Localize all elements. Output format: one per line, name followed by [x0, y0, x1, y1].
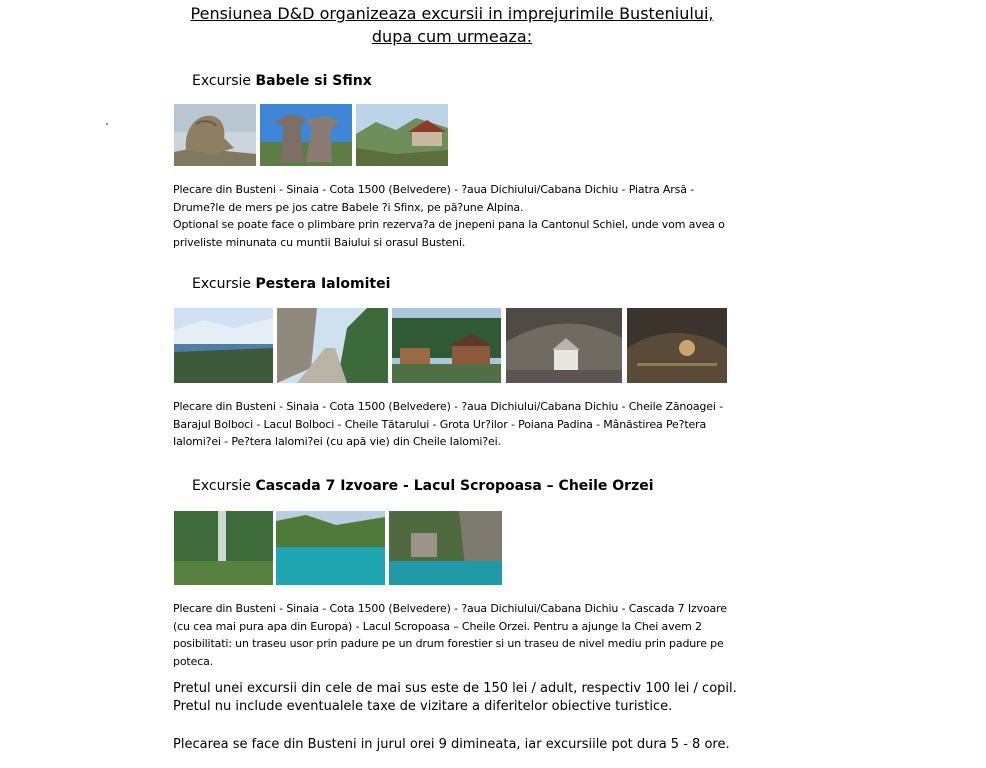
tour-heading-name: Babele si Sfinx — [255, 73, 372, 89]
description-line: (cu cea mai pura apa din Europa) - Lacul Scropoasa – Cheile Orzei. Pentru a ajunge la Chei avem 2 — [173, 619, 702, 633]
tour-heading-name: Pestera Ialomitei — [255, 276, 391, 292]
tour-heading-name: Cascada 7 Izvoare - Lacul Scropoasa – Cheile Orzei — [255, 478, 654, 494]
departure-info: Plecarea se face din Busteni in jurul orei 9 dimineata, iar excursiile pot dura 5 - 8 ore. — [173, 737, 730, 752]
description-line: Barajul Bolboci - Lacul Bolboci - Cheile Tătarului - Grota Ur?ilor - Poiana Padina - Mânăstirea Pe?tera — [173, 417, 707, 431]
description-line: posibilitati: un traseu usor prin padure pe un drum forestier si un traseu de nivel mediu prin padure pe — [173, 637, 724, 650]
page-title-line-2: dupa cum urmeaza: — [371, 27, 533, 46]
photo-lake-scropoasa — [276, 511, 385, 585]
pricing-line-1: Pretul unei excursii din cele de mai sus este de 150 lei / adult, respectiv 100 lei / copil. — [173, 681, 737, 696]
photo-forest-huts — [392, 308, 501, 383]
pricing-line-2: Pretul nu include eventualele taxe de vizitare a diferitelor obiective turistice. — [173, 699, 673, 714]
tour-heading-cascada — [192, 477, 654, 495]
tour-heading-prefix: Excursie — [192, 73, 256, 89]
tour-description-cascada — [173, 600, 733, 670]
page-title-line-1: Pensiunea D&D organizeaza excursii in imprejurimile Busteniului, — [190, 4, 714, 23]
photo-lake-bolboci — [174, 308, 273, 383]
stray-dot — [106, 123, 108, 125]
description-line: Plecare din Busteni - Sinaia - Cota 1500 (Belvedere) - ?aua Dichiului/Cabana Dichiu - Piatra Arsă - — [173, 183, 695, 196]
description-line: Plecare din Busteni - Sinaia - Cota 1500 (Belvedere) - ?aua Dichiului/Cabana Dichiu - Cascada 7 Izvoare — [173, 602, 727, 615]
description-line: Optional se poate face o plimbare prin rezerva?a de jnepeni pana la Cantonul Schiel, unde vom avea o — [173, 218, 725, 231]
description-line: Ialomi?ei - Pe?tera Ialomi?ei (cu apă vie) din Cheile Ialomi?ei. — [173, 435, 501, 448]
description-line: Plecare din Busteni - Sinaia - Cota 1500 (Belvedere) - ?aua Dichiului/Cabana Dichiu - Cheile Zănoagei - — [173, 400, 723, 413]
photo-babele-rock — [174, 104, 256, 166]
tour-heading-prefix: Excursie — [192, 276, 256, 292]
photo-cheile-orzei — [389, 511, 502, 585]
description-line: priveliste minunata cu muntii Baiului si orasul Busteni. — [173, 235, 466, 249]
tour-heading-prefix: Excursie — [192, 478, 256, 494]
description-line: poteca. — [173, 654, 214, 668]
photo-cave-interior — [627, 308, 727, 383]
tour-description-babele — [173, 181, 733, 251]
tour-description-pestera — [173, 398, 733, 451]
photo-cave-monastery — [506, 308, 622, 383]
tour-heading-pestera — [192, 275, 390, 293]
description-line: Drume?le de mers pe jos catre Babele ?i Sfinx, pe pă?une Alpina. — [173, 200, 524, 214]
photo-gorge-road — [277, 308, 388, 383]
tour-heading-babele — [192, 72, 372, 90]
photo-waterfall-forest — [174, 511, 273, 585]
photo-mountain-cabin — [356, 104, 448, 166]
photo-sfinx-rocks — [260, 104, 352, 166]
